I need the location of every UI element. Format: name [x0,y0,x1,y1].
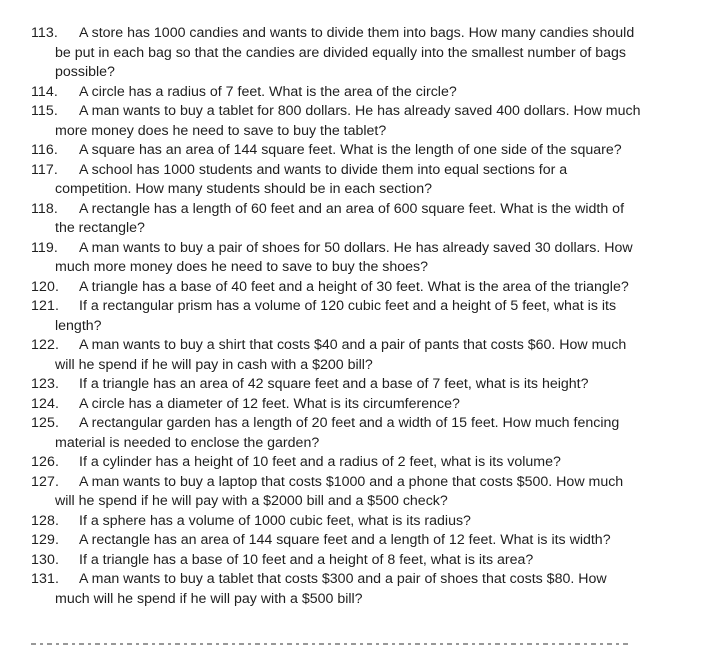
question-number: 113. [31,25,58,41]
question-item [0,200,645,239]
question-item [0,297,645,336]
question-item [0,141,645,161]
question-text: A store has 1000 candies and wants to divide them into bags. How many candies should be put in each bag so that the candies are divided equally into the smallest number of bags possible? [55,25,635,80]
question-text: A man wants to buy a pair of shoes for 50 dollars. He has already saved 30 dollars. How much more money does he need to save to buy the shoes? [55,239,633,275]
question-number: 123. [31,376,60,392]
question-number: 125. [31,415,60,431]
question-number: 117. [31,161,58,178]
question-item [0,570,645,609]
question-number: 127. [31,473,60,490]
question-number: 126. [31,454,60,470]
question-number: 129. [31,532,60,548]
question-text: If a triangle has an area of 42 square feet and a base of 7 feet, what is its height? [79,376,589,392]
question-number: 131. [31,571,60,587]
question-item [0,336,645,375]
question-number: 119. [31,239,58,256]
question-item [0,531,645,551]
question-number: 120. [31,278,60,295]
cut-off-next-line [0,643,715,651]
partial-text-fragment [31,643,631,645]
question-text: A rectangular garden has a length of 20 feet and a width of 15 feet. How much fencing material is needed to enclose the garden? [55,415,620,451]
question-text: A triangle has a base of 40 feet and a height of 30 feet. What is the area of the triangle? [79,278,629,295]
question-item [0,453,645,473]
question-number: 114. [31,83,58,100]
question-item [0,278,645,298]
question-number: 124. [31,395,60,412]
question-text: A square has an area of 144 square feet. What is the length of one side of the square? [79,142,622,158]
question-item [0,24,645,83]
question-text: If a sphere has a volume of 1000 cubic feet, what is its radius? [79,512,471,529]
question-item [0,375,645,395]
question-item [0,551,645,571]
question-item [0,473,645,512]
question-text: A rectangle has an area of 144 square feet and a length of 12 feet. What is its width? [79,532,611,548]
question-number: 122. [31,337,60,353]
question-text: A rectangle has a length of 60 feet and an area of 600 square feet. What is the width of the rectangle? [55,200,625,236]
question-number: 115. [31,103,58,119]
question-text: A man wants to buy a tablet for 800 dollars. He has already saved 400 dollars. How much more money does he need to save to buy the tablet? [55,103,641,139]
question-text: If a cylinder has a height of 10 feet and a radius of 2 feet, what is its volume? [79,454,561,470]
question-number: 128. [31,512,60,529]
question-text: If a rectangular prism has a volume of 120 cubic feet and a height of 5 feet, what is its length? [55,298,617,334]
question-text: A circle has a radius of 7 feet. What is the area of the circle? [79,83,457,100]
question-item [0,395,645,415]
question-item [0,239,645,278]
question-item [0,83,645,103]
question-text: A man wants to buy a laptop that costs $1000 and a phone that costs $500. How much will he spend if he will pay with a $2000 bill and a $500 check? [55,473,624,509]
question-text: A school has 1000 students and wants to divide them into equal sections for a competition. How many students should be in each section? [55,161,568,197]
question-number: 121. [31,298,60,314]
question-text: A man wants to buy a tablet that costs $300 and a pair of shoes that costs $80. How much will he spend if he will pay with a $500 bill? [55,571,607,607]
question-item [0,512,645,532]
question-text: If a triangle has a base of 10 feet and a height of 8 feet, what is its area? [79,551,534,568]
question-text: A circle has a diameter of 12 feet. What is its circumference? [79,395,460,412]
question-item [0,161,645,200]
question-text: A man wants to buy a shirt that costs $40 and a pair of pants that costs $60. How much will he spend if he will pay in cash with a $200 bill? [55,337,627,373]
question-number: 130. [31,551,60,568]
question-item [0,102,645,141]
question-number: 118. [31,200,58,217]
question-item [0,414,645,453]
question-list [0,24,715,609]
question-number: 116. [31,142,58,158]
